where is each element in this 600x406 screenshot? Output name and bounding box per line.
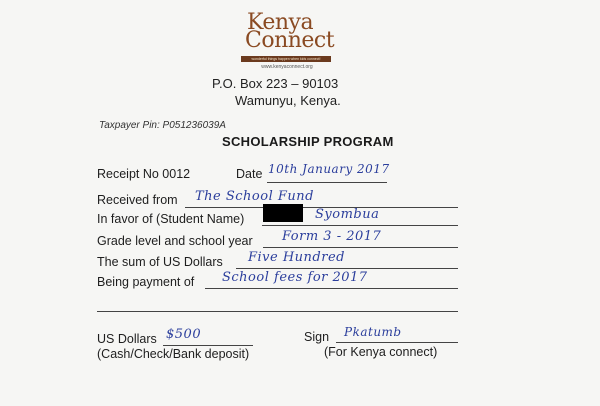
kenya-connect-logo (235, 10, 335, 76)
logo-wordmark-connect: Connect (245, 28, 335, 53)
payment-for-line (205, 288, 458, 289)
logo-tagline: wonderful things happen when kids connect! (251, 57, 321, 61)
logo-website: www.kenyaconnect.org (261, 64, 313, 70)
grade-level-value: Form 3 - 2017 (282, 229, 382, 244)
received-from-value: The School Fund (195, 189, 314, 204)
address-line-1: P.O. Box 223 – 90103 (212, 76, 339, 91)
payment-for-value: School fees for 2017 (222, 270, 368, 285)
received-from-label: Received from (97, 193, 178, 207)
date-line (267, 182, 387, 183)
us-dollars-label: US Dollars (97, 332, 157, 346)
sum-usd-label: The sum of US Dollars (97, 255, 223, 269)
payment-method: (Cash/Check/Bank deposit) (97, 347, 250, 361)
date-label: Date (236, 167, 263, 181)
payment-for-label: Being payment of (97, 275, 195, 289)
sign-label: Sign (304, 330, 330, 344)
us-dollars-value: $500 (166, 327, 202, 342)
student-name-label: In favor of (Student Name) (97, 212, 245, 226)
redaction-block (263, 204, 303, 222)
address-line-2: Wamunyu, Kenya. (235, 93, 341, 108)
grade-level-label: Grade level and school year (97, 234, 253, 248)
student-name-line (262, 225, 458, 226)
sum-usd-line (236, 268, 458, 269)
receipt-number: Receipt No 0012 (97, 167, 191, 181)
signature: Pkatumb (344, 325, 402, 339)
student-name-value: Syombua (315, 207, 380, 222)
signature-line (336, 342, 458, 343)
date-value: 10th January 2017 (268, 162, 390, 176)
sum-usd-value: Five Hundred (248, 250, 345, 265)
document-title: SCHOLARSHIP PROGRAM (222, 134, 394, 149)
taxpayer-pin: Taxpayer Pin: P051236039A (99, 120, 226, 131)
sign-caption: (For Kenya connect) (324, 345, 438, 359)
grade-level-line (263, 247, 458, 248)
blank-line (97, 311, 458, 312)
logo-wordmark-kenya: Kenya (247, 10, 314, 35)
us-dollars-line (163, 345, 253, 346)
